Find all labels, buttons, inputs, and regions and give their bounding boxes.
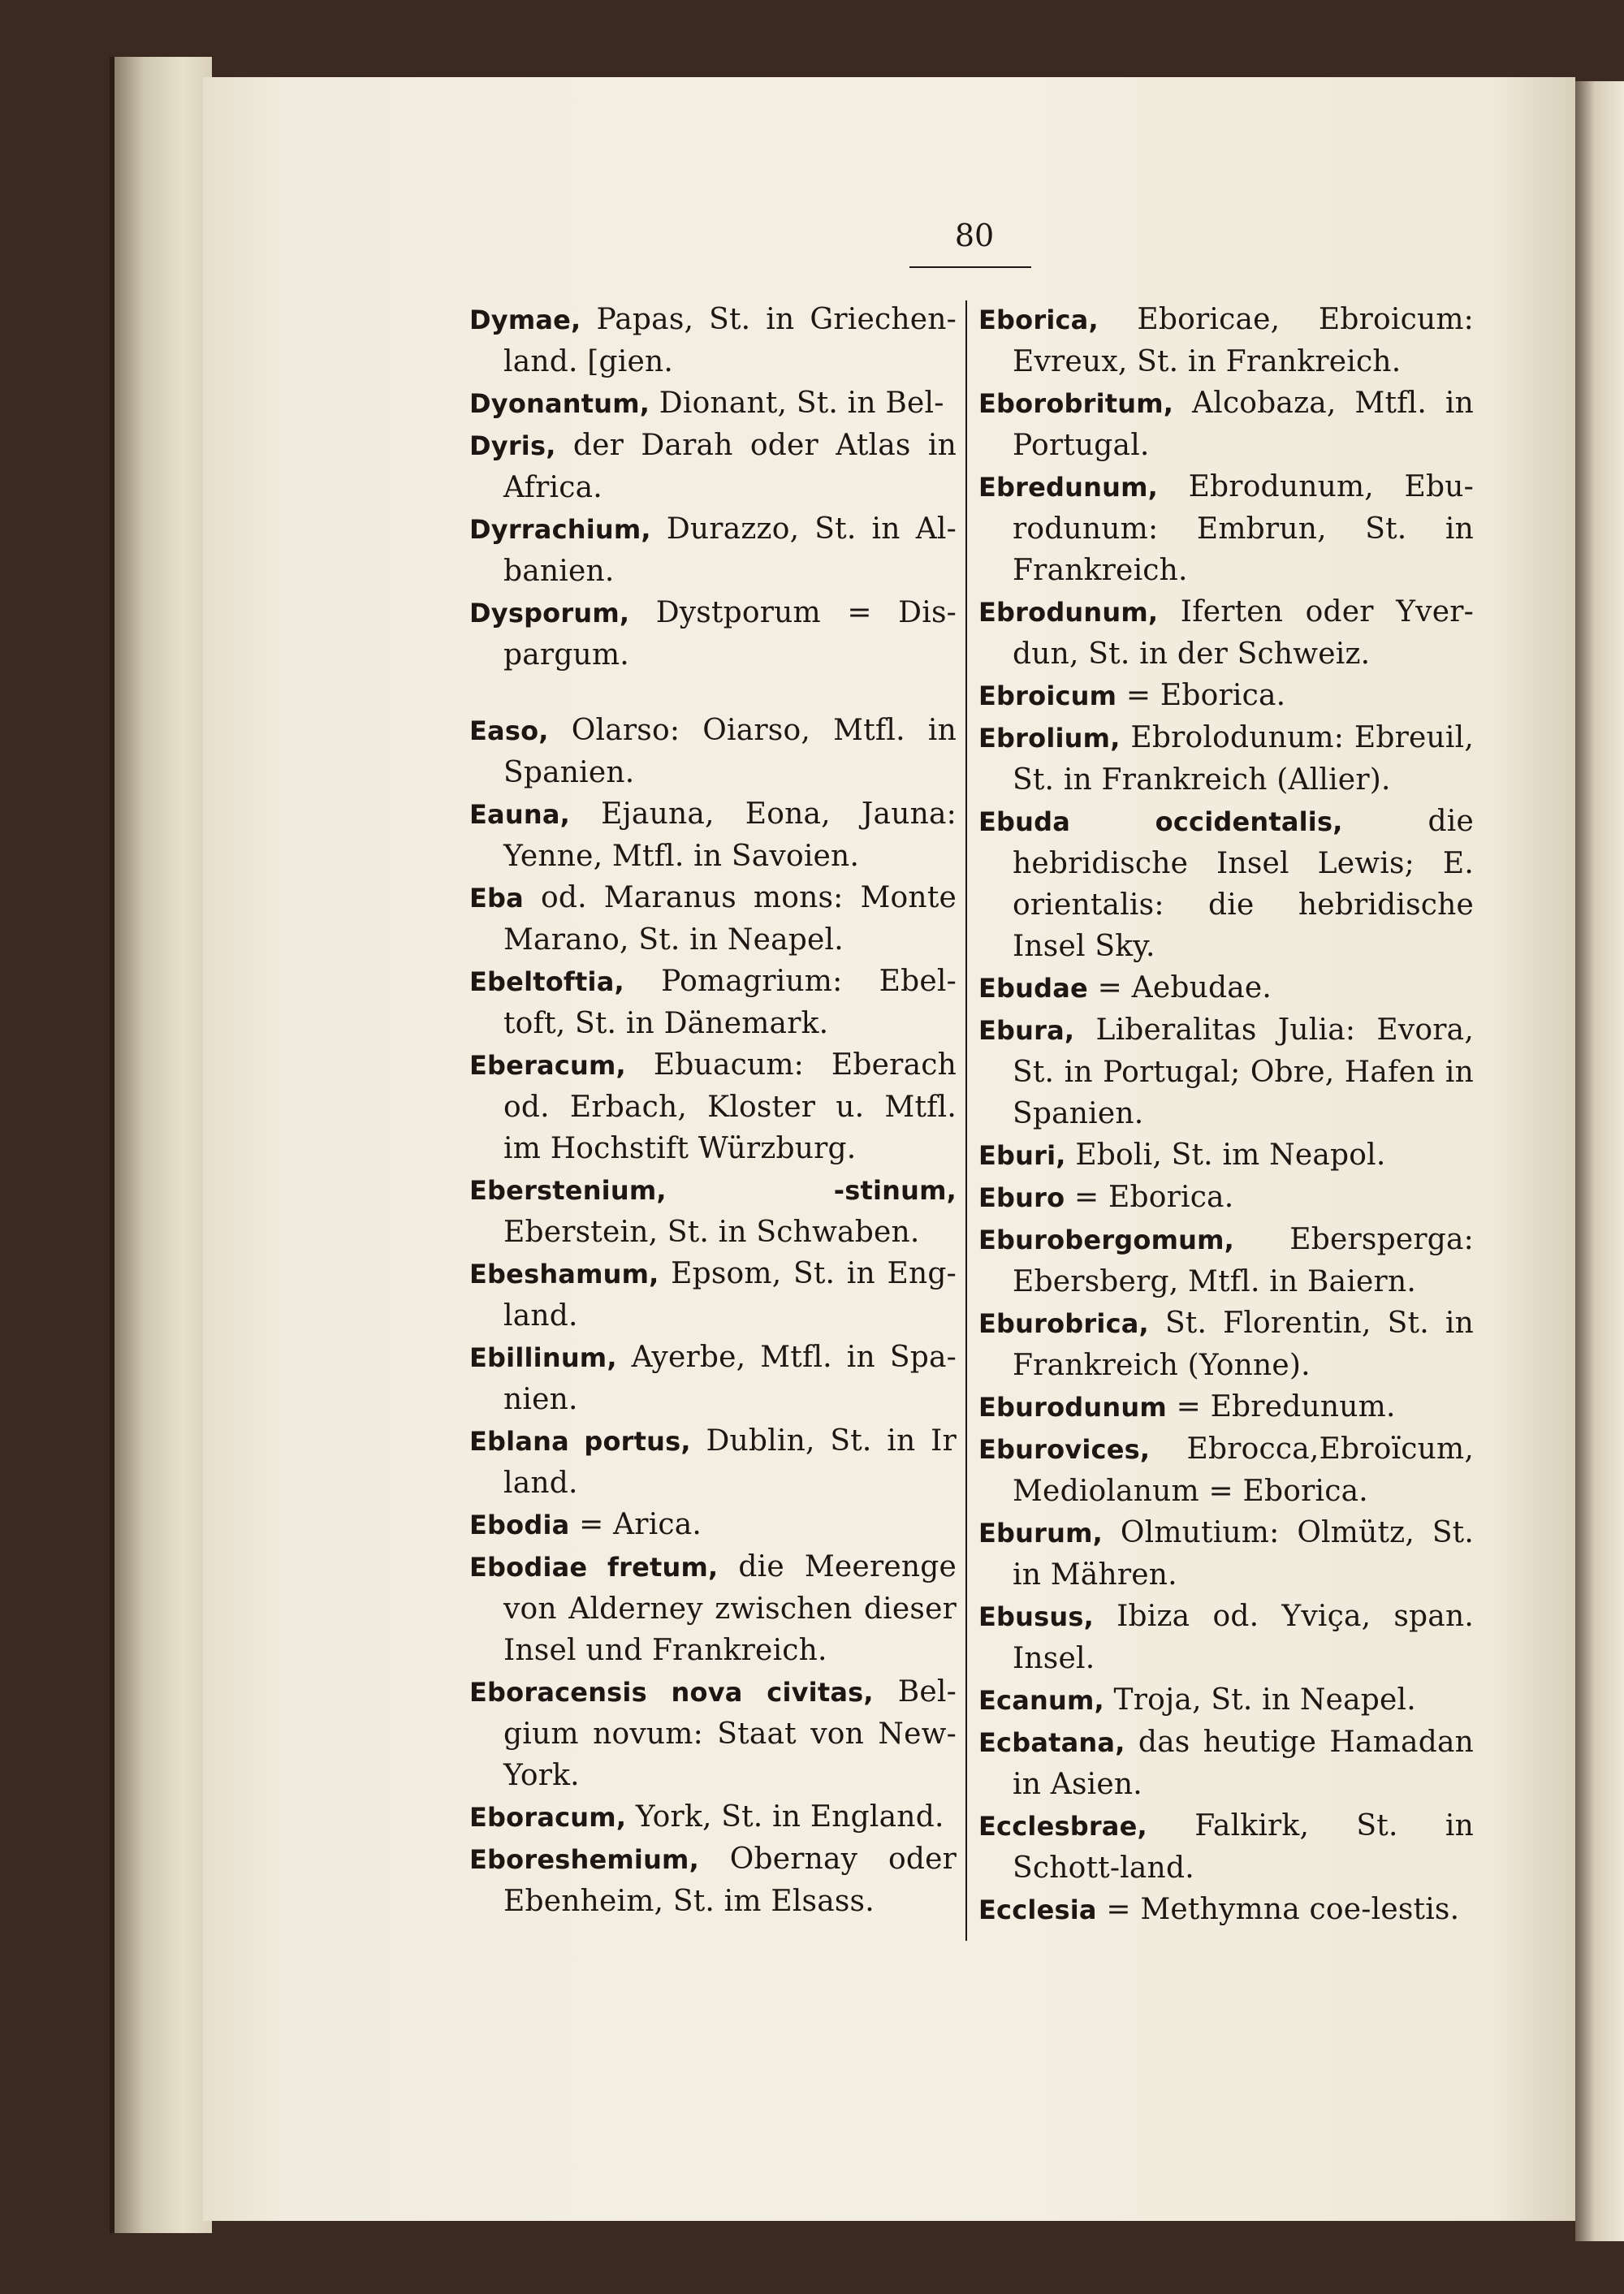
entry-text: = Arica. [579,1508,702,1541]
entry-headword: Ebroicum [978,680,1117,711]
dictionary-entry [469,382,957,425]
entry-text: der Darah oder Atlas in Africa. [503,429,957,504]
entry-headword: Eburodunum [978,1392,1167,1423]
entry-headword: Easo, [469,715,549,746]
dictionary-entry [978,466,1474,591]
entry-headword: Ebrolium, [978,723,1121,754]
dictionary-entry [978,1009,1474,1134]
entry-text: Pomagrium: Ebel-toft, St. in Dänemark. [503,965,957,1040]
dictionary-entry [469,1044,957,1169]
entry-text: Ebuacum: Eberach od. Erbach, Kloster u. Mtfl. im Hochstift Würzburg. [503,1048,957,1165]
dictionary-entry [978,1679,1474,1722]
entry-text: Ebrolodunum: Ebreuil, St. in Frankreich (Allier). [1013,721,1474,797]
entry-headword: Ebeltoftia, [469,966,624,997]
dictionary-entry [978,1303,1474,1386]
entry-text: = Eborica. [1125,679,1286,712]
dictionary-entry [469,793,957,877]
dictionary-entry [469,592,957,676]
entry-text: Dionant, St. in Bel- [659,387,944,420]
dictionary-entry [978,1428,1474,1512]
dictionary-entry [469,1420,957,1504]
entry-text: Eberstein, St. in Schwaben. [503,1216,920,1249]
dictionary-entry [469,1671,957,1796]
entry-headword: Ebredunum, [978,472,1158,503]
entry-headword: Ebusus, [978,1601,1094,1632]
right-column [978,299,1474,1931]
entry-text: die Meerenge von Alderney zwischen dieser Insel und Frankreich. [503,1550,957,1667]
entry-text: od. Maranus mons: Monte Marano, St. in Neapel. [503,881,957,957]
entry-headword: Ebuda occidentalis, [978,806,1343,837]
entry-text: York, St. in England. [635,1800,944,1834]
entry-text: Liberalitas Julia: Evora, St. in Portugal; Obre, Hafen in Spanien. [1013,1013,1474,1130]
page-number-rule [909,266,1031,268]
entry-headword: Ebodiae fretum, [469,1552,719,1583]
page-number: 80 [954,218,995,253]
entry-text: = Ebredunum. [1176,1390,1396,1423]
entry-headword: Dymae, [469,305,581,335]
entry-headword: Eburobergomum, [978,1225,1235,1255]
dictionary-entry [978,382,1474,466]
entry-headword: Eauna, [469,799,570,830]
entry-text: die hebridische Insel Lewis; E. orientalis: die hebridische Insel Sky. [1013,805,1474,963]
dictionary-entry [978,717,1474,801]
dictionary-entry [978,1512,1474,1596]
entry-headword: Eboracum, [469,1802,627,1833]
entry-text: Obernay oder Ebenheim, St. im Elsass. [503,1843,957,1918]
entry-text: das heutige Hamadan in Asien. [1013,1726,1474,1801]
entry-text: Dublin, St. in Ir land. [503,1424,957,1500]
facing-page-edge [1575,81,1624,2241]
dictionary-entry [469,1796,957,1838]
entry-headword: Eburovices, [978,1434,1151,1465]
entry-headword: Ecanum, [978,1685,1104,1716]
dictionary-entry [469,1337,957,1420]
dictionary-entry [978,1596,1474,1679]
entry-text: Ebersperga: Ebersberg, Mtfl. in Baiern. [1013,1223,1474,1298]
entry-headword: Eburo [978,1182,1065,1213]
entry-headword: Dyonantum, [469,388,650,419]
entry-text: Epsom, St. in Eng-land. [503,1257,957,1333]
entry-text: St. Florentin, St. in Frankreich (Yonne). [1013,1307,1474,1382]
dictionary-entry [978,591,1474,675]
dictionary-entry [978,1219,1474,1303]
entry-text: Falkirk, St. in Schott-land. [1013,1809,1474,1885]
entry-headword: Dysporum, [469,598,630,629]
entry-text: Olarso: Oiarso, Mtfl. in Spanien. [503,714,957,789]
dictionary-entry [469,1169,957,1253]
dictionary-entry [978,801,1474,967]
entry-headword: Ebura, [978,1015,1075,1046]
entry-text: Olmutium: Olmütz, St. in Mähren. [1013,1516,1474,1592]
dictionary-entry [469,1253,957,1337]
dictionary-entry [978,1722,1474,1805]
entry-headword: Ebrodunum, [978,597,1159,628]
entry-headword: Eburobrica, [978,1308,1149,1339]
dictionary-entry [469,1504,957,1546]
dictionary-entry [978,299,1474,382]
book-page-edges [110,57,212,2233]
dictionary-entry [469,961,957,1044]
entry-text: Ayerbe, Mtfl. in Spa-nien. [503,1341,957,1416]
left-column [469,299,957,1922]
dictionary-entry [469,508,957,592]
entry-text: = Methymna coe-lestis. [1106,1893,1460,1926]
entry-headword: Ebodia [469,1510,570,1540]
dictionary-entry [978,967,1474,1009]
entry-headword: Eberacum, [469,1050,626,1081]
entry-headword: Eburum, [978,1518,1104,1549]
entry-headword: Eberstenium, -stinum, [469,1175,957,1206]
entry-text: Papas, St. in Griechen-land. [gien. [503,303,957,378]
entry-headword: Ebeshamum, [469,1259,659,1290]
entry-text: Ebrocca,Ebroïcum, Mediolanum = Eborica. [1013,1432,1474,1508]
entry-text: Bel-gium novum: Staat von New-York. [503,1675,957,1792]
entry-text: Durazzo, St. in Al-banien. [503,512,957,588]
dictionary-entry [978,1177,1474,1219]
entry-headword: Ecclesbrae, [978,1811,1147,1842]
dictionary-entry [978,1805,1474,1889]
dictionary-entry [469,877,957,961]
dictionary-entry [978,1386,1474,1428]
entry-headword: Dyrrachium, [469,514,651,545]
dictionary-entry [978,1889,1474,1931]
dictionary-entry [469,299,957,382]
dictionary-entry [978,1134,1474,1177]
entry-headword: Eboracensis nova civitas, [469,1677,874,1708]
dictionary-entry [978,675,1474,717]
entry-headword: Eborica, [978,305,1099,335]
entry-headword: Ebudae [978,973,1088,1004]
column-divider [965,300,967,1941]
entry-text: Troja, St. in Neapel. [1113,1683,1416,1717]
entry-text: Ibiza od. Yviça, span. Insel. [1013,1600,1474,1675]
entry-text: Ejauna, Eona, Jauna: Yenne, Mtfl. in Savoien. [503,797,957,873]
entry-text: Ebrodunum, Ebu-rodunum: Embrun, St. in Frankreich. [1013,470,1474,587]
entry-text: Alcobaza, Mtfl. in Portugal. [1013,387,1474,462]
dictionary-entry [469,710,957,793]
entry-text: = Eborica. [1073,1181,1234,1214]
entry-headword: Eborobritum, [978,388,1174,419]
entry-text: Eboli, St. im Neapol. [1075,1138,1386,1172]
entry-headword: Ecbatana, [978,1727,1125,1758]
dictionary-entry [469,1546,957,1671]
entry-headword: Eboreshemium, [469,1844,699,1875]
dictionary-entry [469,425,957,508]
entry-headword: Ecclesia [978,1894,1097,1925]
entry-text: Eboricae, Ebroicum: Evreux, St. in Frankreich. [1013,303,1474,378]
entry-headword: Eburi, [978,1140,1066,1171]
entry-headword: Eblana portus, [469,1426,691,1457]
dictionary-entry [469,1838,957,1922]
entry-headword: Dyris, [469,430,556,461]
entry-text: Iferten oder Yver-dun, St. in der Schweiz. [1013,595,1474,671]
entry-headword: Eba [469,883,524,914]
entry-text: Dystporum = Dis-pargum. [503,596,957,672]
entry-headword: Ebillinum, [469,1342,617,1373]
entry-text: = Aebudae. [1097,971,1272,1004]
